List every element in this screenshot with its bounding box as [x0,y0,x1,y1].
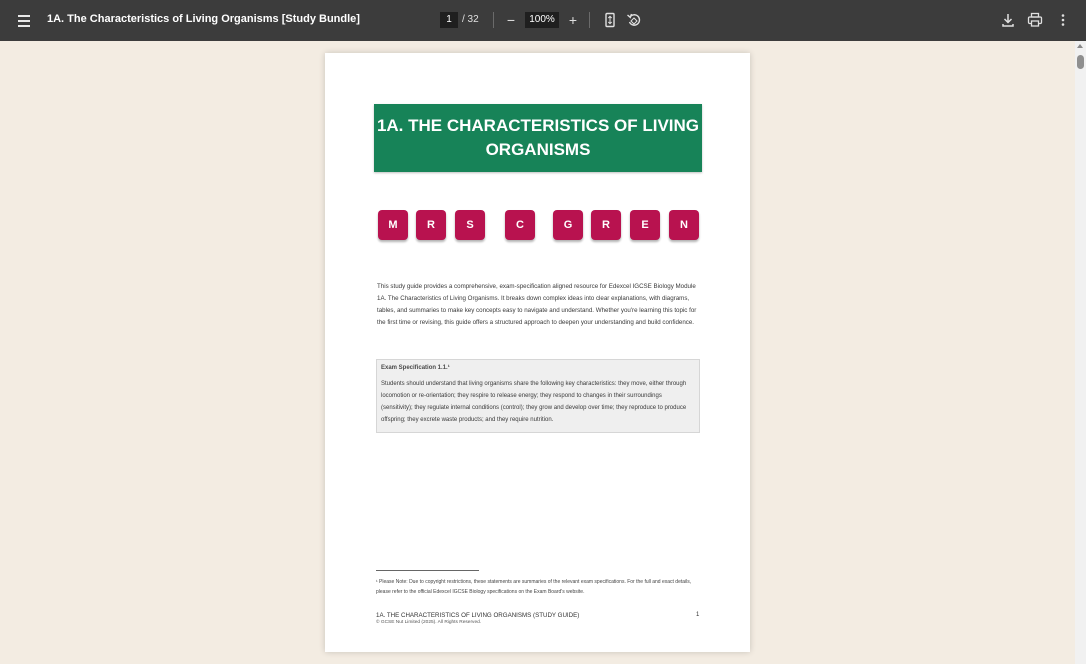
pdf-toolbar [0,0,1086,41]
mnemonic-letter: M [378,210,408,240]
spec-heading: Exam Specification 1.1.¹ [381,365,450,371]
title-banner: 1A. THE CHARACTERISTICS OF LIVING ORGANISMS [374,104,702,172]
mnemonic-letter: R [591,210,621,240]
spec-text: Students should understand that living organisms share the following key characteristics: they move, either through locomotion or re-orientation; they respire to release energy; they respond to changes in their surroundings (sensitivity); they regulate internal conditions (control); they grow and develop over time; they reproduce to produce offspring; they excrete waste products; and they require nutrition. [381,381,687,423]
more-vert-icon[interactable] [1054,11,1072,29]
pdf-page [325,53,750,652]
footer-title: 1A. THE CHARACTERISTICS OF LIVING ORGANISMS (STUDY GUIDE) [376,612,580,619]
intro-paragraph: This study guide provides a comprehensive, exam-specification aligned resource for Edexcel IGCSE Biology Module 1A. The Characteristics of Living Organisms. It breaks down complex ideas into clear explanations, with diagrams, tables, and summaries to make key concepts easy to navigate and understand. Whether you're learning this topic for the first time or revising, this guide offers a structured approach to deepen your understanding and build confidence. [377,283,697,326]
toolbar-divider [589,12,590,28]
mnemonic-letter: E [630,210,660,240]
mnemonic-letter: S [455,210,485,240]
download-icon[interactable] [999,11,1017,29]
print-icon[interactable] [1026,11,1044,29]
mnemonic-letter: R [416,210,446,240]
mnemonic-letter: N [669,210,699,240]
page-total: / 32 [462,14,479,25]
footnote: ¹ Please Note: Due to copyright restrictions, these statements are summaries of the relevant exam specifications. For the full and exact details, please refer to the official Edexcel IGCSE Biology specifications on the Exam Board's website. [376,579,692,595]
footnote-divider [376,570,479,571]
mnemonic-letters [325,210,750,241]
toolbar-divider [493,12,494,28]
page-number-input[interactable] [440,12,458,28]
footer-page-number: 1 [696,612,700,618]
zoom-out-button[interactable]: − [506,12,516,28]
vertical-scrollbar[interactable] [1075,41,1086,664]
document-title: 1A. The Characteristics of Living Organisms [Study Bundle] [47,13,360,25]
scroll-up-arrow-icon[interactable] [1077,44,1083,48]
exam-specification-box [376,359,700,433]
scrollbar-thumb[interactable] [1077,55,1084,69]
mnemonic-letter: G [553,210,583,240]
zoom-level-input[interactable] [525,12,559,28]
fit-page-icon[interactable] [601,11,619,29]
mnemonic-letter: C [505,210,535,240]
zoom-in-button[interactable]: + [568,12,578,28]
footer-copyright: © GCSE Nut Limited (2025). All Rights Reserved. [376,620,482,625]
menu-icon[interactable] [14,12,34,29]
rotate-icon[interactable] [625,11,643,29]
